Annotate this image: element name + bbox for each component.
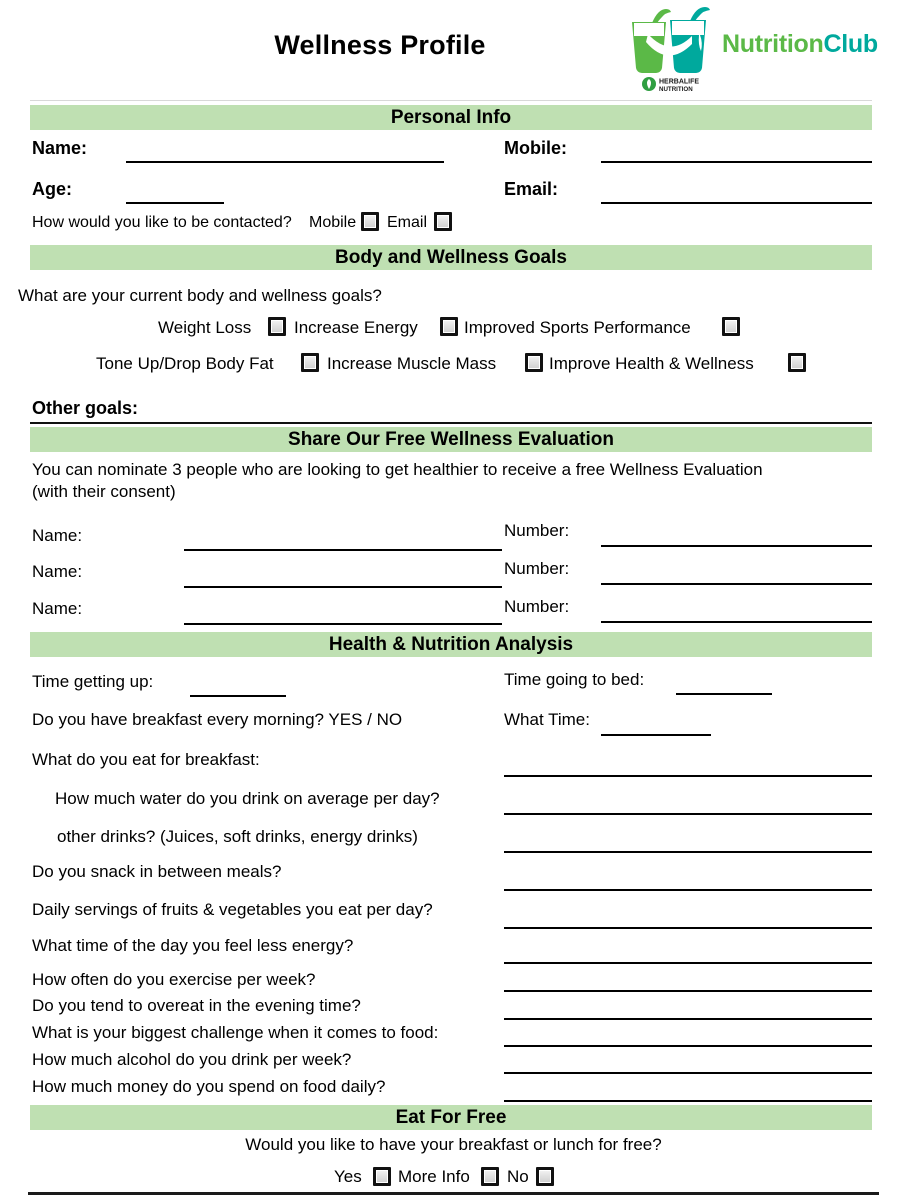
brand-name-part2: Club <box>823 30 878 58</box>
time-going-to-bed-input[interactable] <box>676 693 772 695</box>
checkbox-goal-health-wellness[interactable] <box>788 353 806 372</box>
checkbox-contact-mobile[interactable] <box>361 212 379 231</box>
other-goals-label: Other goals: <box>32 398 139 418</box>
checkbox-contact-email[interactable] <box>434 212 452 231</box>
top-divider <box>30 100 872 101</box>
name-input[interactable] <box>126 161 444 163</box>
question-low-energy-time: What time of the day you feel less energy? <box>32 936 354 955</box>
what-time-input[interactable] <box>601 734 711 736</box>
checkbox-goal-muscle-mass[interactable] <box>525 353 543 372</box>
checkbox-goal-increase-energy[interactable] <box>440 317 458 336</box>
brand-logo <box>622 6 902 94</box>
question-water-intake: How much water do you drink on average per day? <box>55 789 440 808</box>
answer-snacking[interactable] <box>504 889 872 891</box>
question-fruit-veg-servings: Daily servings of fruits & vegetables you eat per day? <box>32 900 433 919</box>
nominee-3-number-input[interactable] <box>601 621 872 623</box>
answer-fruit-veg-servings[interactable] <box>504 927 872 929</box>
checkbox-goal-sports-performance[interactable] <box>722 317 740 336</box>
nominee-2-name-label: Name: <box>32 562 83 581</box>
mobile-label: Mobile: <box>504 138 567 158</box>
answer-low-energy-time[interactable] <box>504 962 872 964</box>
what-time-label: What Time: <box>504 710 590 729</box>
mobile-input[interactable] <box>601 161 872 163</box>
document-header <box>0 0 907 95</box>
nominee-3-name-input[interactable] <box>184 623 502 625</box>
section-header-health-analysis: Health & Nutrition Analysis <box>30 632 872 657</box>
nominee-1-number-input[interactable] <box>601 545 872 547</box>
name-label: Name: <box>32 138 88 158</box>
svg-text:HERBALIFE: HERBALIFE <box>659 78 700 86</box>
bottom-divider <box>28 1192 879 1195</box>
goal-tone-up-label: Tone Up/Drop Body Fat <box>96 354 274 373</box>
eat-free-option-no-label: No <box>507 1167 529 1186</box>
nominee-2-name-input[interactable] <box>184 586 502 588</box>
section-header-eat-for-free: Eat For Free <box>30 1105 872 1130</box>
checkbox-eat-free-no[interactable] <box>536 1167 554 1186</box>
other-goals-input[interactable] <box>30 422 872 424</box>
question-food-spend: How much money do you spend on food daily? <box>32 1077 386 1096</box>
share-intro-line1: You can nominate 3 people who are looking to get healthier to receive a free Wellness Evaluation <box>32 460 763 479</box>
herbalife-nutrition-badge-icon <box>640 74 708 94</box>
eat-free-option-yes-label: Yes <box>334 1167 362 1186</box>
goal-muscle-mass-label: Increase Muscle Mass <box>327 354 497 373</box>
goal-sports-performance-label: Improved Sports Performance <box>464 318 691 337</box>
time-getting-up-label: Time getting up: <box>32 672 154 691</box>
nominee-2-number-input[interactable] <box>601 583 872 585</box>
answer-exercise-frequency[interactable] <box>504 990 872 992</box>
nominee-3-name-label: Name: <box>32 599 83 618</box>
question-breakfast-food: What do you eat for breakfast: <box>32 750 260 769</box>
email-label: Email: <box>504 179 559 199</box>
email-input[interactable] <box>601 202 872 204</box>
brand-wordmark <box>722 30 878 59</box>
contact-preference-question: How would you like to be contacted? <box>32 214 292 231</box>
nominee-3-number-label: Number: <box>504 597 570 616</box>
answer-evening-overeating[interactable] <box>504 1018 872 1020</box>
body-goals-question: What are your current body and wellness goals? <box>18 286 382 305</box>
breakfast-every-morning-question[interactable]: Do you have breakfast every morning? YES / NO <box>32 710 403 729</box>
answer-food-spend[interactable] <box>504 1100 872 1102</box>
nominee-1-name-input[interactable] <box>184 549 502 551</box>
nominee-1-number-label: Number: <box>504 521 570 540</box>
checkbox-goal-tone-up[interactable] <box>301 353 319 372</box>
checkbox-goal-weight-loss[interactable] <box>268 317 286 336</box>
answer-alcohol-intake[interactable] <box>504 1072 872 1074</box>
checkbox-eat-free-yes[interactable] <box>373 1167 391 1186</box>
contact-option-email-label: Email <box>387 214 428 231</box>
time-going-to-bed-label: Time going to bed: <box>504 670 645 689</box>
checkbox-eat-free-more-info[interactable] <box>481 1167 499 1186</box>
page-title: Wellness Profile <box>274 30 486 60</box>
two-cups-smile-icon <box>622 6 718 78</box>
answer-other-drinks[interactable] <box>504 851 872 853</box>
svg-text:NUTRITION: NUTRITION <box>659 86 693 93</box>
eat-free-option-more-info-label: More Info <box>398 1167 470 1186</box>
contact-option-mobile-label: Mobile <box>309 214 357 231</box>
age-label: Age: <box>32 179 72 199</box>
eat-for-free-question: Would you like to have your breakfast or lunch for free? <box>245 1135 662 1154</box>
nominee-1-name-label: Name: <box>32 526 83 545</box>
question-biggest-food-challenge: What is your biggest challenge when it comes to food: <box>32 1023 439 1042</box>
section-header-body-goals: Body and Wellness Goals <box>30 245 872 270</box>
section-header-personal-info: Personal Info <box>30 105 872 130</box>
time-getting-up-input[interactable] <box>190 695 286 697</box>
age-input[interactable] <box>126 202 224 204</box>
question-exercise-frequency: How often do you exercise per week? <box>32 970 316 989</box>
goal-increase-energy-label: Increase Energy <box>294 318 418 337</box>
goal-health-wellness-label: Improve Health & Wellness <box>549 354 754 373</box>
share-intro-line2: (with their consent) <box>32 482 176 501</box>
question-evening-overeating: Do you tend to overeat in the evening time? <box>32 996 361 1015</box>
question-alcohol-intake: How much alcohol do you drink per week? <box>32 1050 352 1069</box>
answer-biggest-food-challenge[interactable] <box>504 1045 872 1047</box>
brand-name-part1: Nutrition <box>722 30 824 58</box>
nominee-2-number-label: Number: <box>504 559 570 578</box>
question-snacking: Do you snack in between meals? <box>32 862 282 881</box>
answer-water-intake[interactable] <box>504 813 872 815</box>
goal-weight-loss-label: Weight Loss <box>158 318 252 337</box>
section-header-share-evaluation: Share Our Free Wellness Evaluation <box>30 427 872 452</box>
question-other-drinks: other drinks? (Juices, soft drinks, energy drinks) <box>57 827 418 846</box>
answer-breakfast-food[interactable] <box>504 775 872 777</box>
